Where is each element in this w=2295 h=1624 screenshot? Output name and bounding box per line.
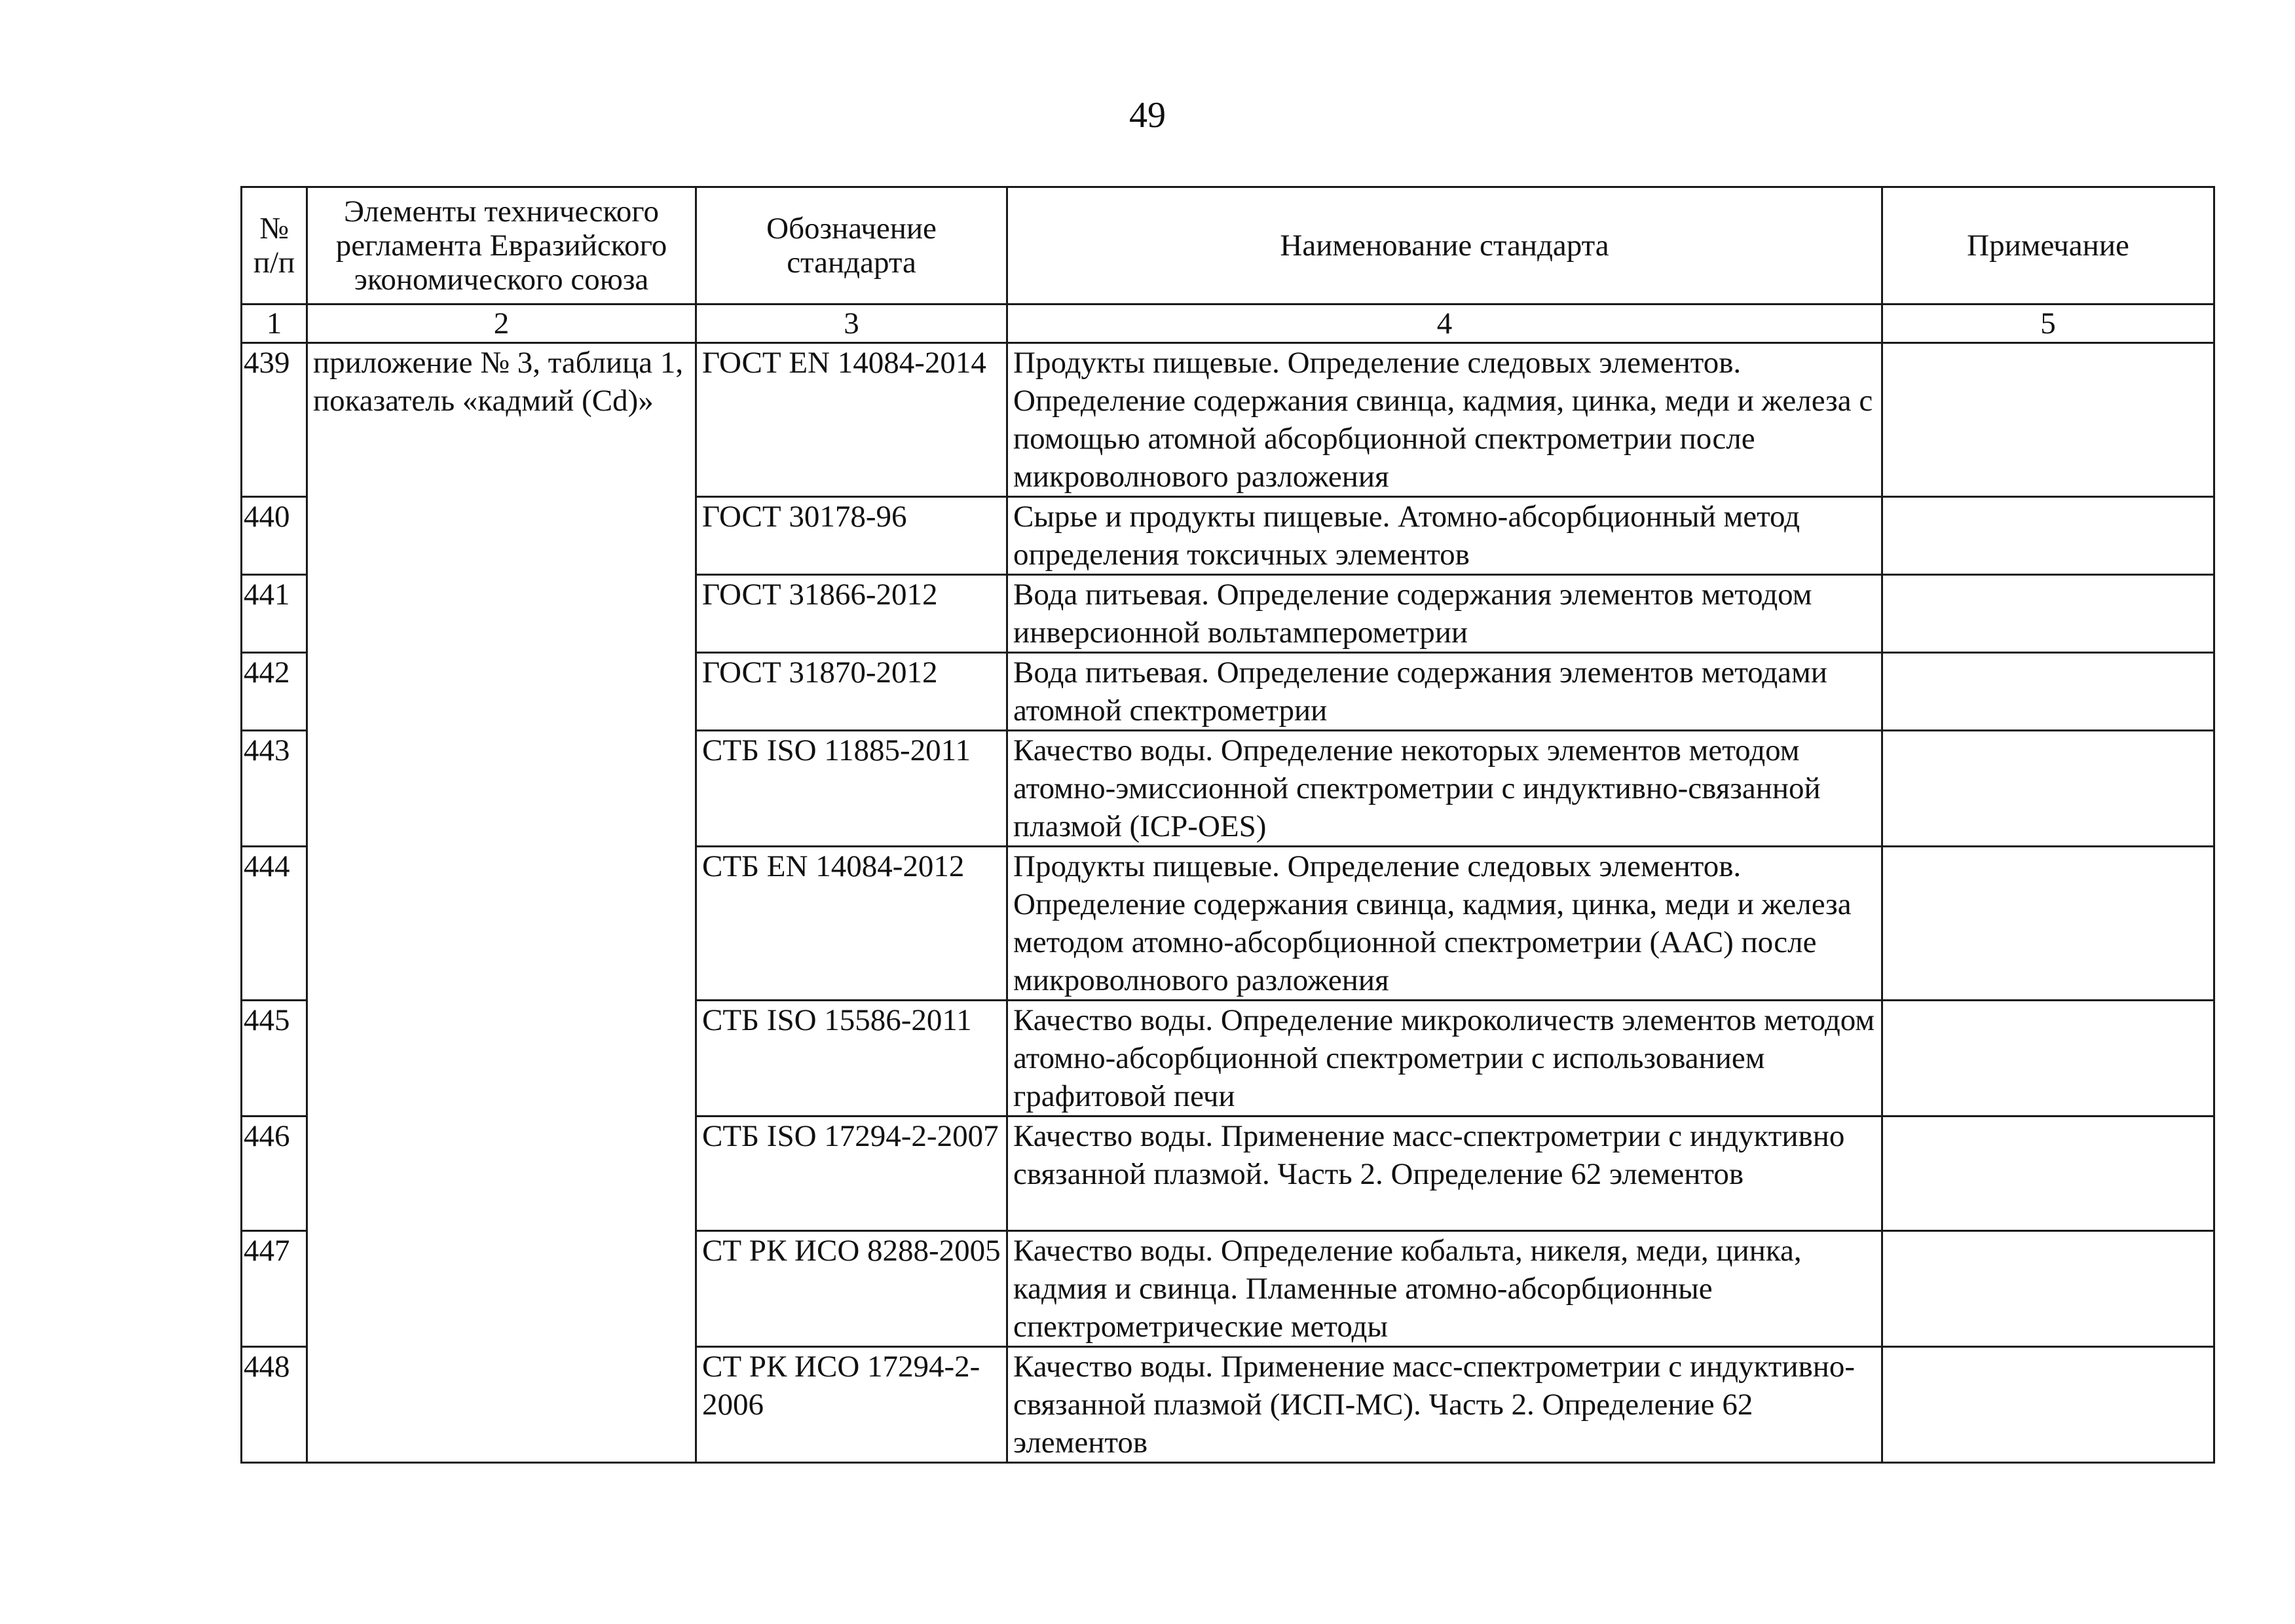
row-number: 443 <box>242 731 307 847</box>
standard-name: Качество воды. Определение кобальта, никеля, меди, цинка, кадмия и свинца. Пламенные атомно-абсорбционные спектрометрические методы <box>1007 1231 1882 1347</box>
standard-designation: ГОСТ 31870-2012 <box>696 653 1007 731</box>
note <box>1882 653 2214 731</box>
column-number: 2 <box>307 304 696 343</box>
row-number: 446 <box>242 1116 307 1231</box>
column-number: 4 <box>1007 304 1882 343</box>
standard-designation: ГОСТ 31866-2012 <box>696 575 1007 653</box>
note <box>1882 1347 2214 1463</box>
row-number: 448 <box>242 1347 307 1463</box>
column-number-row <box>242 304 2214 343</box>
standard-designation: ГОСТ 30178-96 <box>696 497 1007 575</box>
standard-designation: СТБ ISO 17294-2-2007 <box>696 1116 1007 1231</box>
standard-name: Качество воды. Применение масс-спектрометрии с индуктивно-связанной плазмой (ИСП-МС). Часть 2. Определение 62 элементов <box>1007 1347 1882 1463</box>
header-standard-name: Наименование стандарта <box>1007 187 1882 304</box>
standard-designation: СТ РК ИСО 8288-2005 <box>696 1231 1007 1347</box>
standard-designation: ГОСТ EN 14084-2014 <box>696 343 1007 497</box>
table-row <box>242 343 2214 497</box>
row-number: 442 <box>242 653 307 731</box>
standard-name: Сырье и продукты пищевые. Атомно-абсорбционный метод определения токсичных элементов <box>1007 497 1882 575</box>
page-number: 49 <box>1129 95 1166 136</box>
note <box>1882 1116 2214 1231</box>
column-number: 3 <box>696 304 1007 343</box>
note <box>1882 1001 2214 1116</box>
column-number: 1 <box>242 304 307 343</box>
standard-designation: СТБ ISO 15586-2011 <box>696 1001 1007 1116</box>
column-number: 5 <box>1882 304 2214 343</box>
standard-name: Вода питьевая. Определение содержания элементов методом инверсионной вольтамперометрии <box>1007 575 1882 653</box>
row-number: 444 <box>242 847 307 1001</box>
row-number: 439 <box>242 343 307 497</box>
standard-name: Качество воды. Определение некоторых элементов методом атомно-эмиссионной спектрометрии с индуктивно-связанной плазмой (ICP-OES) <box>1007 731 1882 847</box>
standard-designation: СТБ ISO 11885-2011 <box>696 731 1007 847</box>
note <box>1882 575 2214 653</box>
row-number: 440 <box>242 497 307 575</box>
row-number: 441 <box>242 575 307 653</box>
note <box>1882 847 2214 1001</box>
standards-table <box>240 186 2215 1464</box>
header-note: Примечание <box>1882 187 2214 304</box>
note <box>1882 1231 2214 1347</box>
header-elements: Элементы технического регламента Евразийского экономического союза <box>307 187 696 304</box>
note <box>1882 343 2214 497</box>
standard-name: Вода питьевая. Определение содержания элементов методами атомной спектрометрии <box>1007 653 1882 731</box>
header-designation: Обозначение стандарта <box>696 187 1007 304</box>
row-number: 447 <box>242 1231 307 1347</box>
row-number: 445 <box>242 1001 307 1116</box>
header-number: № п/п <box>242 187 307 304</box>
header-row <box>242 187 2214 304</box>
standard-name: Продукты пищевые. Определение следовых элементов. Определение содержания свинца, кадмия, цинка, меди и железа с помощью атомной абсорбционной спектрометрии после микроволнового разложения <box>1007 343 1882 497</box>
regulation-element: приложение № 3, таблица 1, показатель «кадмий (Cd)» <box>307 343 696 1463</box>
standard-designation: СТБ EN 14084-2012 <box>696 847 1007 1001</box>
standard-designation: СТ РК ИСО 17294-2-2006 <box>696 1347 1007 1463</box>
standard-name: Качество воды. Применение масс-спектрометрии с индуктивно связанной плазмой. Часть 2. Определение 62 элементов <box>1007 1116 1882 1231</box>
standard-name: Качество воды. Определение микроколичеств элементов методом атомно-абсорбционной спектрометрии с использованием графитовой печи <box>1007 1001 1882 1116</box>
note <box>1882 497 2214 575</box>
standard-name: Продукты пищевые. Определение следовых элементов. Определение содержания свинца, кадмия, цинка, меди и железа методом атомно-абсорбционной спектрометрии (ААС) после микроволнового разложения <box>1007 847 1882 1001</box>
note <box>1882 731 2214 847</box>
